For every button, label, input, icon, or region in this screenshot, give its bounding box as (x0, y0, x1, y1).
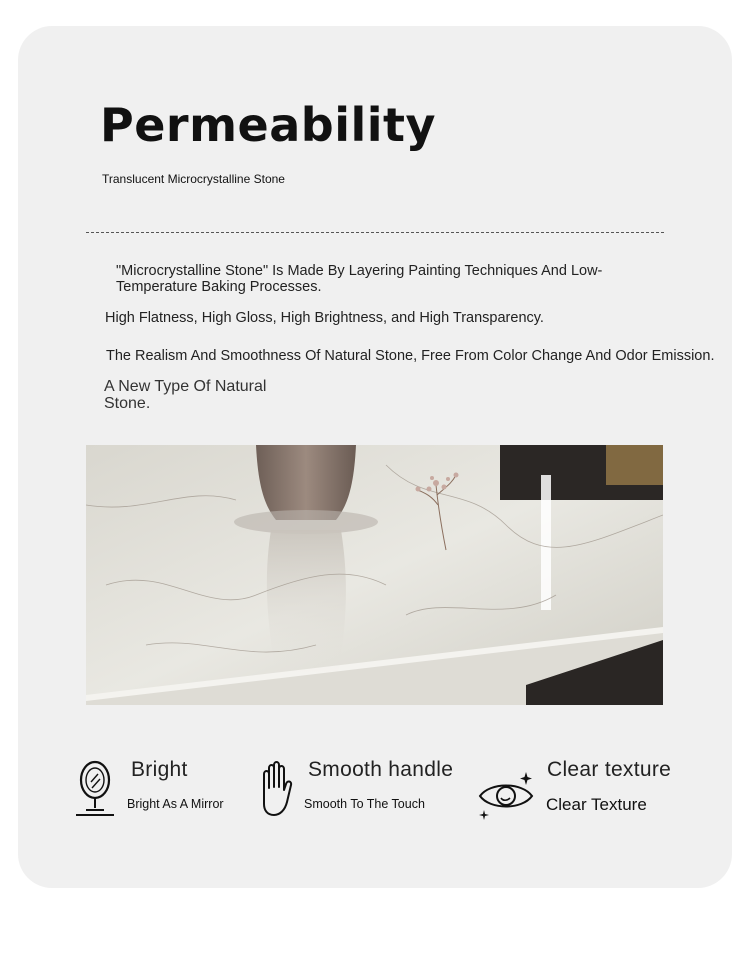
feature-smooth-title: Smooth handle (308, 758, 454, 781)
mirror-icon (74, 758, 116, 818)
description-line-3: The Realism And Smoothness Of Natural Stone, Free From Color Change And Odor Emission. (106, 348, 715, 364)
marble-countertop-photo (86, 445, 663, 705)
feature-bright-subtitle: Bright As A Mirror (127, 797, 224, 811)
dashed-divider (86, 232, 664, 233)
feature-clear-title: Clear texture (547, 758, 672, 781)
page-subtitle: Translucent Microcrystalline Stone (102, 172, 285, 186)
hand-icon (256, 760, 296, 818)
feature-bright-title: Bright (131, 758, 188, 781)
description-line-1: "Microcrystalline Stone" Is Made By Layering Painting Techniques And Low-Temperature Baking Processes. (116, 263, 603, 295)
page-title: Permeability (100, 98, 436, 152)
description-line-2: High Flatness, High Gloss, High Brightness, and High Transparency. (105, 310, 544, 326)
feature-clear-subtitle: Clear Texture (546, 795, 647, 814)
eye-icon (476, 770, 536, 822)
feature-smooth-subtitle: Smooth To The Touch (304, 797, 425, 811)
description-line-4: A New Type Of Natural Stone. (104, 378, 267, 412)
